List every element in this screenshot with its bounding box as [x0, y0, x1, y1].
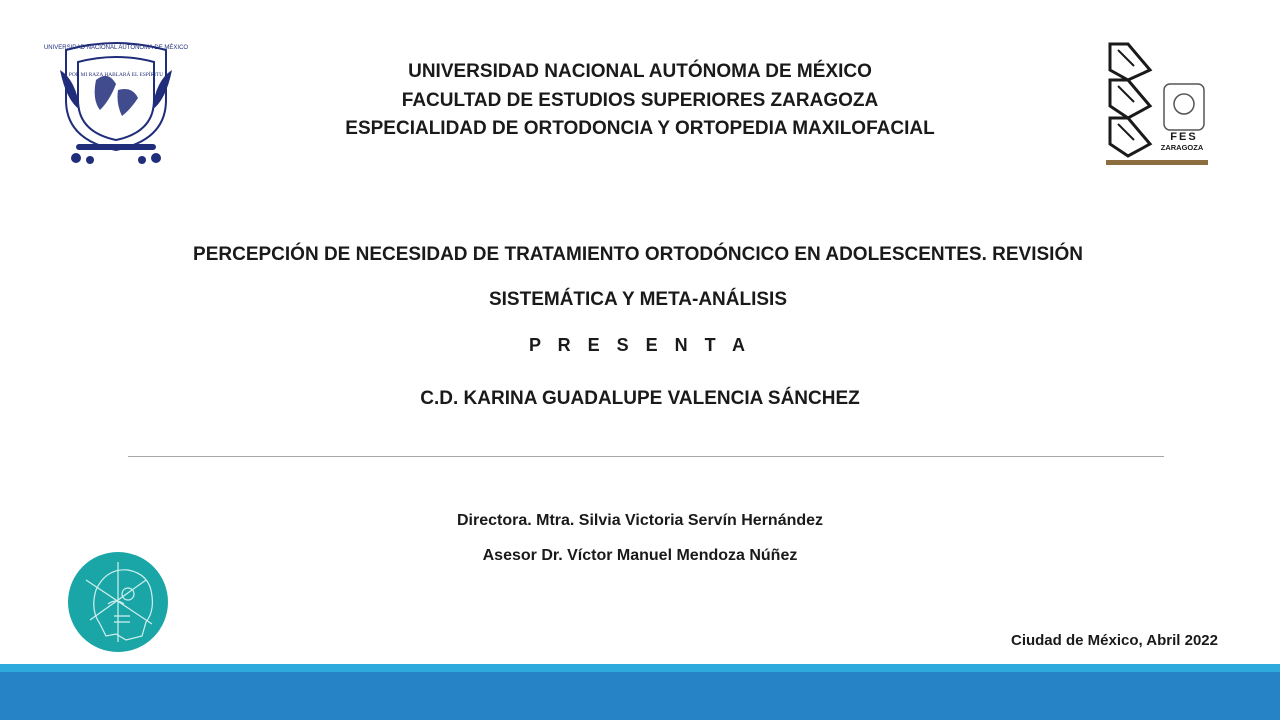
institution-header [260, 58, 1020, 144]
orthodontics-logo [66, 550, 170, 654]
fes-accent-bar [1106, 160, 1208, 165]
fes-zaragoza-logo [1104, 40, 1210, 168]
unam-motto-text: POR MI RAZA HABLARÁ EL ESPÍRITU [68, 72, 164, 78]
footer-bar-light [0, 664, 1280, 672]
zaragoza-text: ZARAGOZA [1160, 143, 1204, 152]
orthodontics-skull-icon [66, 550, 170, 654]
presenta-label: P R E S E N T A [528, 335, 752, 355]
specialty-name: ESPECIALIDAD DE ORTODONCIA Y ORTOPEDIA MAXILOFACIAL [345, 118, 935, 139]
thesis-title-line-2: SISTEMÁTICA Y META-ANÁLISIS [488, 289, 788, 310]
place-and-date: Ciudad de México, Abril 2022 [1010, 632, 1218, 649]
university-name: UNIVERSIDAD NACIONAL AUTÓNOMA DE MÉXICO [408, 61, 872, 82]
fes-zaragoza-logo-icon [1104, 40, 1210, 168]
divider-line [128, 456, 1164, 457]
advisor-name: Asesor Dr. Víctor Manuel Mendoza Núñez [482, 547, 798, 564]
faculty-name: FACULTAD DE ESTUDIOS SUPERIORES ZARAGOZA [401, 89, 879, 111]
thesis-title-line-1: PERCEPCIÓN DE NECESIDAD DE TRATAMIENTO ORTODÓNCICO EN ADOLESCENTES. REVISIÓN [193, 244, 1083, 265]
author-name: C.D. KARINA GUADALUPE VALENCIA SÁNCHEZ [420, 388, 860, 409]
fes-text: FES [1170, 131, 1198, 143]
footer-bar-dark [0, 672, 1280, 720]
unam-crest-logo [43, 40, 189, 168]
unam-ring-text: UNIVERSIDAD NACIONAL AUTÓNOMA DE MÉXICO [43, 45, 189, 51]
thesis-title [150, 232, 1126, 322]
unam-crest-icon [43, 40, 189, 168]
director-name: Directora. Mtra. Silvia Victoria Servín Hernández [456, 512, 824, 529]
